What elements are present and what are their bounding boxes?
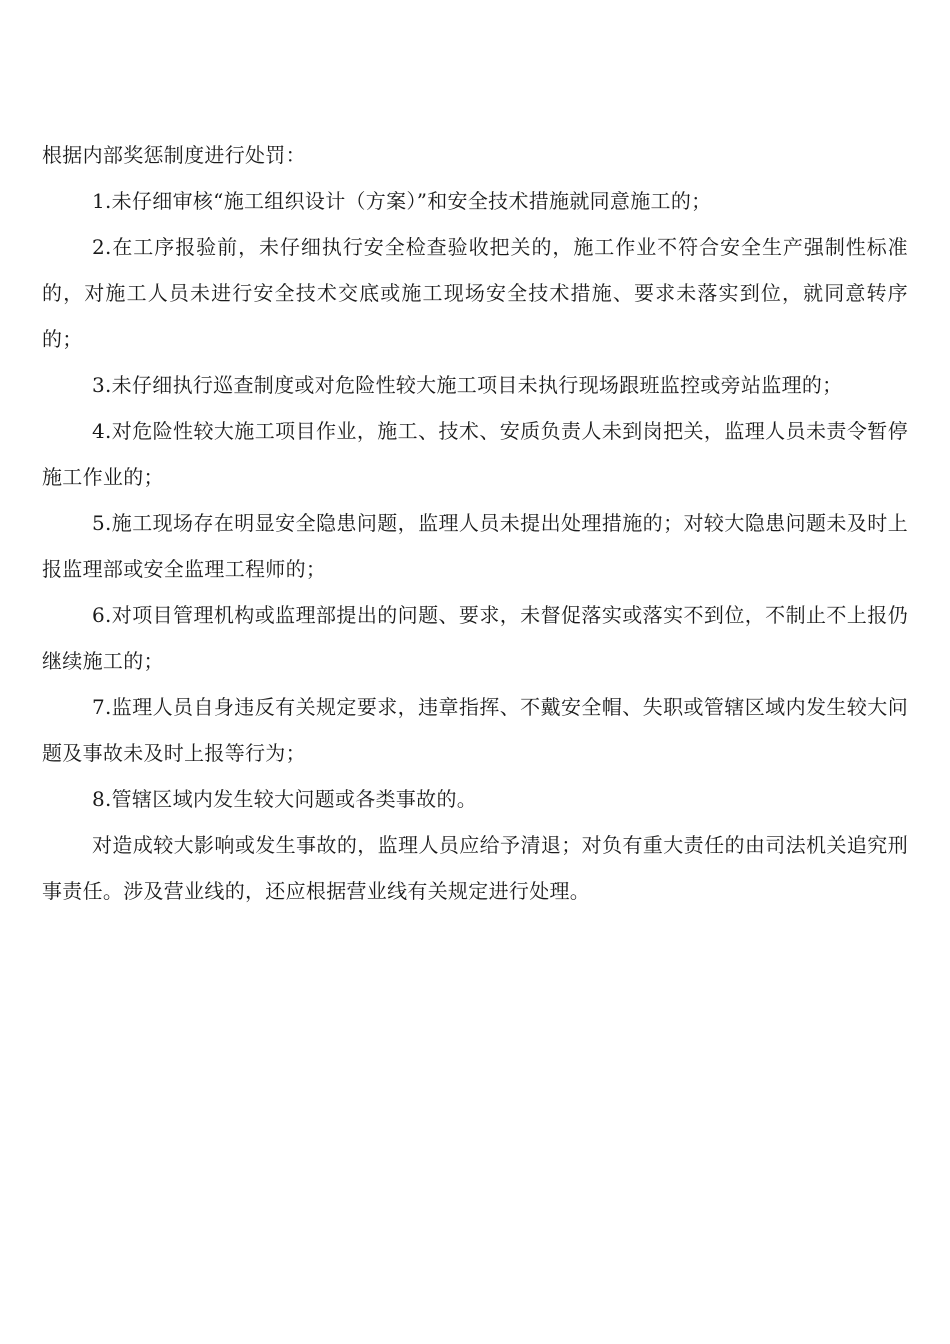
paragraph-item-1: 1.未仔细审核“施工组织设计（方案）”和安全技术措施就同意施工的； [92, 189, 712, 213]
paragraph-conclusion: 对造成较大影响或发生事故的，监理人员应给予清退；对负有重大责任的由司法机关追究刑事责任。涉及营业线的，还应根据营业线有关规定进行处理。 [42, 833, 908, 903]
paragraph-item-2: 2.在工序报验前，未仔细执行安全检查验收把关的，施工作业不符合安全生产强制性标准的，对施工人员未进行安全技术交底或施工现场安全技术措施、要求未落实到位，就同意转序的； [42, 235, 908, 351]
paragraph-item-5: 5.施工现场存在明显安全隐患问题，监理人员未提出处理措施的；对较大隐患问题未及时上报监理部或安全监理工程师的； [42, 511, 908, 581]
document-body [42, 132, 908, 914]
paragraph-intro: 根据内部奖惩制度进行处罚： [42, 143, 306, 167]
paragraph-item-7: 7.监理人员自身违反有关规定要求，违章指挥、不戴安全帽、失职或管辖区域内发生较大问题及事故未及时上报等行为； [42, 695, 908, 765]
paragraph-item-8: 8.管辖区域内发生较大问题或各类事故的。 [92, 787, 478, 811]
paragraph-item-6: 6.对项目管理机构或监理部提出的问题、要求，未督促落实或落实不到位，不制止不上报仍继续施工的； [42, 603, 908, 673]
paragraph-item-3: 3.未仔细执行巡查制度或对危险性较大施工项目未执行现场跟班监控或旁站监理的； [92, 373, 843, 397]
paragraph-item-4: 4.对危险性较大施工项目作业，施工、技术、安质负责人未到岗把关，监理人员未责令暂停施工作业的； [42, 419, 908, 489]
